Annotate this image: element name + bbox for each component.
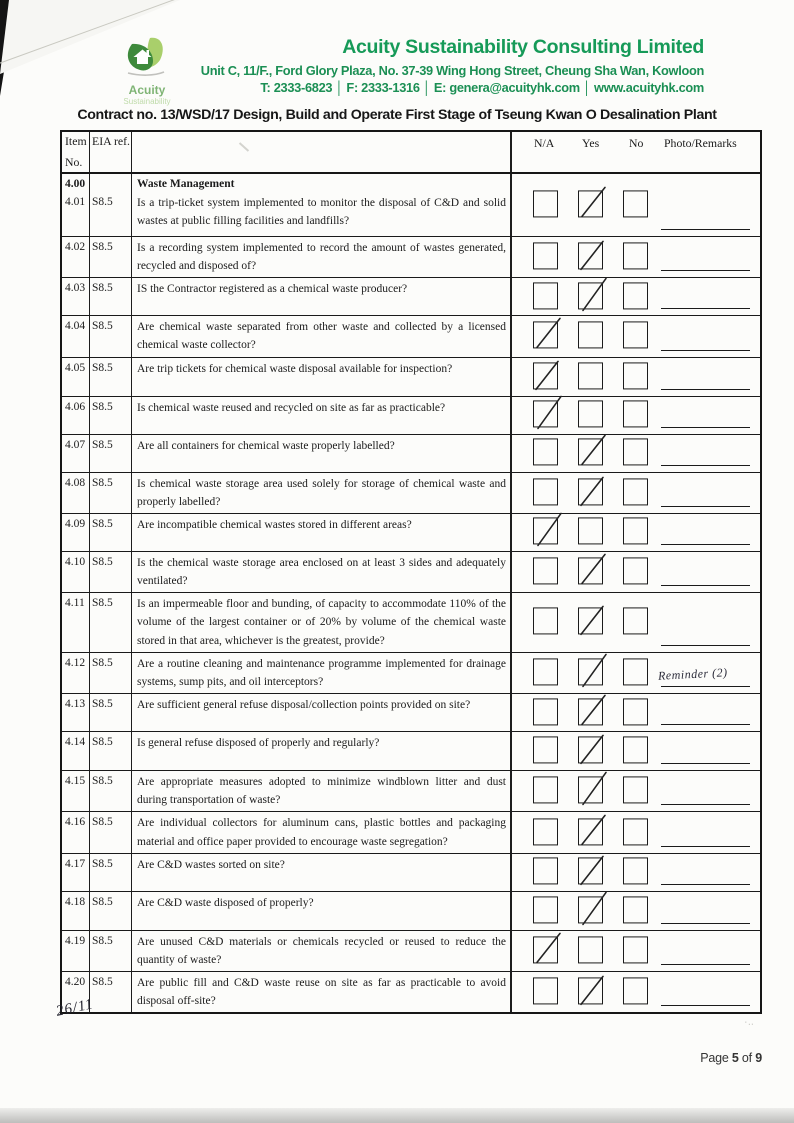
answer-cell — [512, 237, 762, 277]
tick-slash-icon — [579, 191, 604, 218]
checkbox-yes — [578, 978, 603, 1005]
checkbox-no — [623, 282, 648, 309]
checkbox-no — [623, 558, 648, 585]
checkbox-yes — [578, 658, 603, 685]
answer-cell — [512, 473, 762, 513]
answer-cell — [512, 358, 762, 396]
checkbox-yes — [578, 401, 603, 428]
eia-ref-cell: S8.5 — [90, 892, 132, 930]
question-text: Are a routine cleaning and maintenance programme implemented for drainage systems, sump pits, and oil interceptors? — [137, 657, 506, 688]
eia-ref-cell: S8.5 — [90, 278, 132, 315]
question-cell — [132, 552, 512, 592]
tick-slash-icon — [534, 519, 559, 546]
item-no-cell: 4.06 — [62, 397, 90, 434]
answer-cell — [512, 694, 762, 731]
header-no-label: No. — [65, 155, 83, 169]
remarks-underline — [661, 544, 750, 545]
tick-slash-icon — [579, 819, 604, 846]
eia-ref-cell: S8.5 — [90, 397, 132, 434]
checkbox-yes — [578, 190, 603, 217]
question-cell — [132, 593, 512, 651]
item-no-cell: 4.17 — [62, 854, 90, 891]
question-cell — [132, 931, 512, 971]
checkbox-na — [533, 818, 558, 845]
header-item-no — [62, 132, 90, 172]
tick-slash-icon — [579, 699, 604, 726]
answer-cell — [512, 972, 762, 1012]
checkbox-na — [533, 478, 558, 505]
remarks-underline — [661, 724, 750, 725]
checkbox-na — [533, 322, 558, 349]
handwritten-date: 26/11 — [54, 996, 96, 1020]
tick-slash-icon — [579, 659, 604, 686]
question-text: Is a recording system implemented to record the amount of wastes generated, recycled and disposed of? — [137, 242, 506, 273]
checkbox-no — [623, 322, 648, 349]
tick-slash-icon — [579, 244, 604, 271]
checkbox-no — [623, 818, 648, 845]
answer-cell — [512, 552, 762, 592]
eia-ref-cell: S8.5 — [90, 732, 132, 770]
checkbox-na — [533, 858, 558, 885]
header-yes: Yes — [582, 136, 600, 150]
checklist-table — [60, 130, 762, 1014]
item-no-cell: 4.18 — [62, 892, 90, 930]
question-text: Is general refuse disposed of properly and regularly? — [137, 737, 380, 750]
remarks-underline — [661, 846, 750, 847]
answer-cell — [512, 892, 762, 930]
remarks-underline — [661, 350, 750, 351]
table-row — [62, 811, 760, 852]
table-row — [62, 592, 760, 651]
answer-cell — [512, 514, 762, 551]
remarks-underline — [661, 645, 750, 646]
tick-slash-icon — [534, 363, 559, 390]
remarks-underline — [661, 585, 750, 586]
header-photo-remarks: Photo/Remarks — [664, 136, 737, 150]
checkbox-no — [623, 698, 648, 725]
item-no-cell: 4.03 — [62, 278, 90, 315]
checkbox-no — [623, 777, 648, 804]
checkbox-yes — [578, 698, 603, 725]
table-row — [62, 971, 760, 1012]
table-row — [62, 277, 760, 315]
remarks-underline — [661, 389, 750, 390]
checkbox-na — [533, 401, 558, 428]
eia-ref-cell: S8.5 — [90, 653, 132, 693]
remarks-underline — [661, 506, 750, 507]
tick-slash-icon — [579, 440, 604, 467]
question-text: Is the chemical waste storage area enclosed on at least 3 sides and adequately ventilated? — [137, 556, 506, 588]
checkbox-na — [533, 190, 558, 217]
contract-title: Contract no. 13/WSD/17 Design, Build and Operate First Stage of Tseung Kwan O Desalination Plant — [77, 107, 717, 123]
checkbox-no — [623, 858, 648, 885]
question-text: Are C&D wastes sorted on site? — [137, 858, 285, 871]
checkbox-na — [533, 243, 558, 270]
eia-ref-cell: S8.5 — [90, 812, 132, 852]
checkbox-yes — [578, 558, 603, 585]
checkbox-no — [623, 243, 648, 270]
answer-cell — [512, 174, 762, 236]
checkbox-no — [623, 478, 648, 505]
question-cell — [132, 732, 512, 770]
item-no-cell: 4.19 — [62, 931, 90, 971]
eia-ref-cell: S8.5 — [90, 514, 132, 551]
checkbox-yes — [578, 608, 603, 635]
checkbox-yes — [578, 362, 603, 389]
question-text: Are C&D waste disposed of properly? — [137, 896, 314, 909]
remarks-underline — [661, 964, 750, 965]
answer-cell — [512, 593, 762, 651]
checkbox-na — [533, 777, 558, 804]
checkbox-no — [623, 401, 648, 428]
table-row — [62, 731, 760, 770]
tick-slash-icon — [579, 609, 604, 636]
question-text: Are public fill and C&D waste reuse on site as far as practicable to avoid disposal off-site? — [137, 976, 506, 1008]
checkbox-yes — [578, 518, 603, 545]
checkbox-na — [533, 736, 558, 763]
question-text: Are appropriate measures adopted to minimize windblown litter and dust during transportation of waste? — [137, 776, 506, 807]
checkbox-na — [533, 362, 558, 389]
page-word: Page — [700, 1051, 729, 1065]
tick-slash-icon — [579, 897, 604, 924]
item-no-cell: 4.20 — [62, 972, 90, 1012]
question-cell — [132, 653, 512, 693]
section-title: Waste Management — [137, 178, 235, 190]
remarks-underline — [661, 1005, 750, 1006]
item-no-cell: 4.13 — [62, 694, 90, 731]
question-cell — [132, 435, 512, 472]
item-no-cell: 4.15 — [62, 771, 90, 811]
answer-cell — [512, 931, 762, 971]
table-row — [62, 853, 760, 891]
remarks-underline — [661, 427, 750, 428]
eia-ref-cell: S8.5 — [90, 972, 132, 1012]
section-item-no: 4.00 — [65, 178, 86, 190]
eia-ref-cell: S8.5 — [90, 771, 132, 811]
eia-ref-cell: S8.5 — [90, 593, 132, 651]
tick-slash-icon — [579, 778, 604, 805]
checkbox-yes — [578, 896, 603, 923]
checkbox-no — [623, 978, 648, 1005]
answer-cell — [512, 278, 762, 315]
checkbox-yes — [578, 243, 603, 270]
item-no-cell: 4.09 — [62, 514, 90, 551]
question-text: Is chemical waste storage area used solely for storage of chemical waste and properly labelled? — [137, 477, 506, 508]
item-no-cell: 4.00 4.01 — [62, 174, 90, 236]
tick-slash-icon — [534, 323, 559, 350]
tick-slash-icon — [579, 479, 604, 506]
checklist-body — [62, 174, 760, 1012]
table-header-row — [62, 132, 760, 174]
checkbox-yes — [578, 439, 603, 466]
question-cell — [132, 892, 512, 930]
question-cell — [132, 174, 512, 236]
header-item-label: Item — [65, 134, 87, 148]
checkbox-no — [623, 518, 648, 545]
item-no-cell: 4.08 — [62, 473, 90, 513]
question-cell — [132, 972, 512, 1012]
question-cell — [132, 812, 512, 852]
item-no-cell: 4.07 — [62, 435, 90, 472]
answer-cell — [512, 653, 762, 693]
checkbox-yes — [578, 858, 603, 885]
table-row — [62, 357, 760, 396]
checkbox-na — [533, 282, 558, 309]
question-cell — [132, 514, 512, 551]
question-text: Are all containers for chemical waste properly labelled? — [137, 439, 395, 452]
table-row — [62, 513, 760, 551]
faint-scan-mark: ·.. — [743, 1015, 755, 1029]
question-cell — [132, 358, 512, 396]
table-row — [62, 396, 760, 434]
question-text: Is chemical waste reused and recycled on site as far as practicable? — [137, 401, 446, 414]
checkbox-yes — [578, 736, 603, 763]
checkbox-na — [533, 558, 558, 585]
question-cell — [132, 237, 512, 277]
checkbox-yes — [578, 936, 603, 963]
item-no-cell: 4.05 — [62, 358, 90, 396]
header-eia-ref: EIA ref. — [90, 132, 132, 172]
eia-ref-cell: S8.5 — [90, 854, 132, 891]
checkbox-no — [623, 736, 648, 763]
eia-ref-cell: S8.5 — [90, 694, 132, 731]
header-na: N/A — [534, 136, 555, 150]
item-no-cell: 4.14 — [62, 732, 90, 770]
page-current: 5 — [731, 1051, 739, 1065]
eia-ref-cell: S8.5 — [90, 473, 132, 513]
remarks-underline — [661, 229, 750, 230]
question-cell — [132, 278, 512, 315]
eia-ref-cell: S8.5 — [90, 358, 132, 396]
checkbox-na — [533, 936, 558, 963]
tick-slash-icon — [534, 937, 559, 964]
checkbox-no — [623, 936, 648, 963]
answer-cell — [512, 771, 762, 811]
question-text: Are chemical waste separated from other waste and collected by a licensed chemical waste collector? — [137, 321, 506, 352]
remarks-underline — [661, 465, 750, 466]
company-address: Unit C, 11/F., Ford Glory Plaza, No. 37-39 Wing Hong Street, Cheung Sha Wan, Kowloon — [200, 63, 704, 78]
remarks-underline — [661, 270, 750, 271]
checkbox-na — [533, 978, 558, 1005]
question-text: Are incompatible chemical wastes stored in different areas? — [137, 518, 412, 531]
tick-slash-icon — [579, 283, 604, 310]
scanner-edge-shadow — [0, 1108, 794, 1123]
table-row — [62, 472, 760, 513]
checkbox-no — [623, 362, 648, 389]
question-text: Are unused C&D materials or chemicals recycled or reused to reduce the quantity of waste? — [137, 935, 506, 966]
company-name: Acuity Sustainability Consulting Limited — [342, 36, 704, 58]
answer-cell — [512, 435, 762, 472]
checkbox-na — [533, 518, 558, 545]
table-row — [62, 652, 760, 693]
question-cell — [132, 694, 512, 731]
header-no: No — [629, 136, 644, 150]
question-text: Are trip tickets for chemical waste disposal available for inspection? — [137, 362, 453, 375]
checkbox-na — [533, 658, 558, 685]
question-text: Is an impermeable floor and bunding, of capacity to accommodate 110% of the volume of the largest container or of 20% by volume of the chemical waste stored in that area, whichever is the greatest, provide? — [137, 598, 506, 647]
question-cell — [132, 473, 512, 513]
item-no-cell: 4.02 — [62, 237, 90, 277]
question-text: Are individual collectors for aluminum cans, plastic bottles and packaging material and office paper provided to encourage waste segregation? — [137, 817, 506, 848]
logo-tagline: Sustainability — [123, 97, 171, 106]
question-cell — [132, 771, 512, 811]
table-row — [62, 236, 760, 277]
remarks-underline — [661, 763, 750, 764]
logo-company-short-name: Acuity — [128, 83, 166, 97]
remarks-underline — [661, 884, 750, 885]
item-no-cell: 4.10 — [62, 552, 90, 592]
question-text: Is a trip-ticket system implemented to monitor the disposal of C&D and solid wastes at public filling facilities and landfills? — [137, 196, 506, 227]
tick-slash-icon — [579, 859, 604, 886]
checkbox-no — [623, 439, 648, 466]
answer-cell — [512, 812, 762, 852]
checkbox-yes — [578, 282, 603, 309]
letterhead — [100, 36, 704, 95]
table-row — [62, 551, 760, 592]
remarks-underline — [661, 923, 750, 924]
checkbox-yes — [578, 818, 603, 845]
question-text: Are sufficient general refuse disposal/collection points provided on site? — [137, 699, 471, 712]
checkbox-no — [623, 608, 648, 635]
eia-ref-cell: S8.5 — [90, 174, 132, 236]
table-row — [62, 891, 760, 930]
tick-slash-icon — [534, 402, 559, 429]
answer-cell — [512, 316, 762, 356]
question-cell — [132, 854, 512, 891]
handwritten-remark: Reminder (2) — [657, 665, 728, 683]
tick-slash-icon — [579, 979, 604, 1006]
checkbox-na — [533, 698, 558, 725]
answer-cell — [512, 854, 762, 891]
tick-slash-icon — [579, 559, 604, 586]
header-answer-columns — [512, 132, 762, 172]
item-no-cell: 4.04 — [62, 316, 90, 356]
checkbox-no — [623, 896, 648, 923]
checkbox-na — [533, 608, 558, 635]
item-no-cell: 4.11 — [62, 593, 90, 651]
question-cell — [132, 397, 512, 434]
eia-ref-cell: S8.5 — [90, 552, 132, 592]
table-row — [62, 693, 760, 731]
question-cell — [132, 316, 512, 356]
page-total: 9 — [755, 1051, 762, 1065]
tick-slash-icon — [579, 737, 604, 764]
answer-cell — [512, 732, 762, 770]
eia-ref-cell: S8.5 — [90, 237, 132, 277]
table-row — [62, 930, 760, 971]
eia-ref-cell: S8.5 — [90, 316, 132, 356]
checkbox-na — [533, 896, 558, 923]
item-no-cell: 4.16 — [62, 812, 90, 852]
checkbox-no — [623, 190, 648, 217]
remarks-underline — [661, 686, 750, 687]
table-row — [62, 174, 760, 236]
checkbox-na — [533, 439, 558, 466]
of-word: of — [741, 1051, 752, 1065]
table-row — [62, 434, 760, 472]
eia-ref-cell: S8.5 — [90, 931, 132, 971]
checkbox-yes — [578, 322, 603, 349]
item-no-cell: 4.12 — [62, 653, 90, 693]
remarks-underline — [661, 804, 750, 805]
remarks-underline — [661, 308, 750, 309]
page-number — [0, 1051, 762, 1065]
table-row — [62, 315, 760, 356]
checkbox-yes — [578, 478, 603, 505]
answer-cell — [512, 397, 762, 434]
table-row — [62, 770, 760, 811]
checkbox-yes — [578, 777, 603, 804]
eia-ref-cell: S8.5 — [90, 435, 132, 472]
question-text: IS the Contractor registered as a chemical waste producer? — [137, 283, 408, 296]
checkbox-no — [623, 658, 648, 685]
company-contact-line: T: 2333-6823 │ F: 2333-1316 │ E: genera@acuityhk.com │ www.acuityhk.com — [260, 80, 704, 95]
header-question-column — [132, 132, 512, 172]
